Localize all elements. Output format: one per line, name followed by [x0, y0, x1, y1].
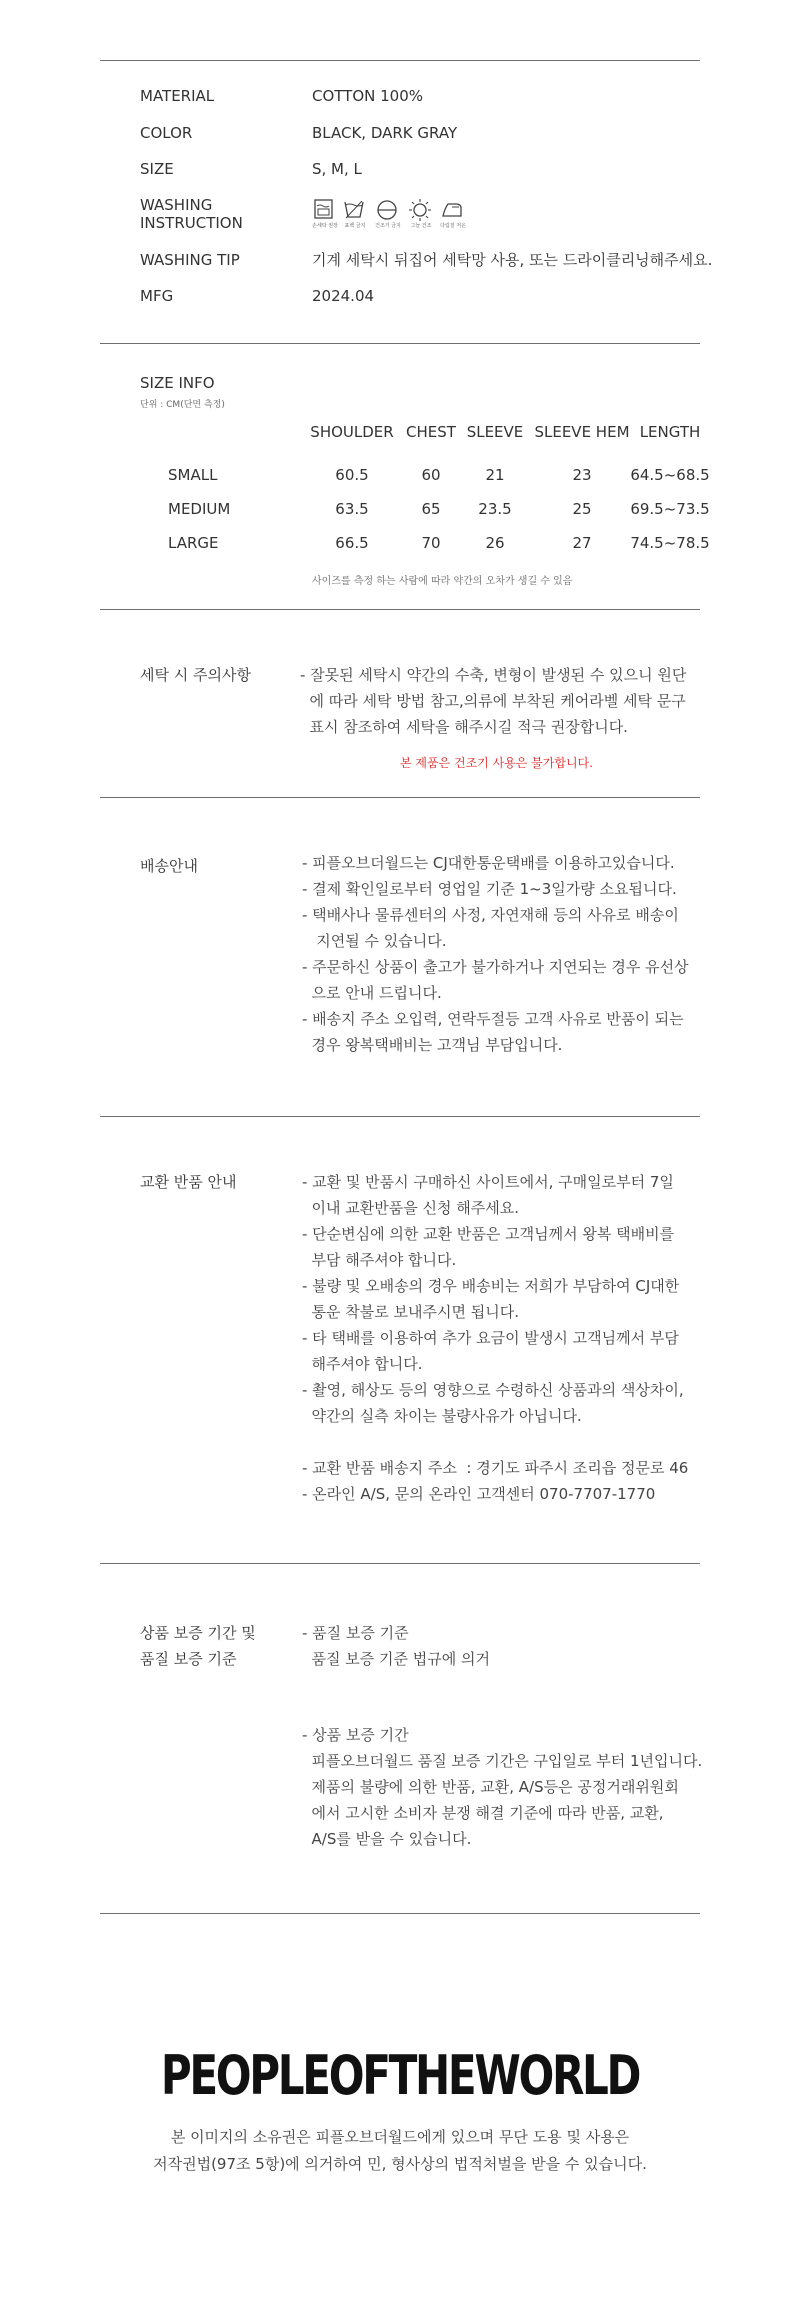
size-cell: 69.5~73.5 [630, 500, 710, 518]
shipping-line: - 배송지 주소 오입력, 연락두절등 고객 사유로 반품이 되는 [302, 1010, 684, 1028]
no-tumble-dry-icon [375, 198, 401, 232]
shipping-title: 배송안내 [140, 857, 198, 875]
exchange-line: 통운 착불로 보내주시면 됩니다. [302, 1303, 519, 1321]
col-header-sleeve-hem: SLEEVE HEM [534, 423, 630, 441]
size-cell: 27 [572, 534, 592, 552]
washing-tip-value: 기계 세탁시 뒤집어 세탁망 사용, 또는 드라이클리닝해주세요. [312, 251, 713, 269]
shipping-line: - 주문하신 상품이 출고가 불가하거나 지연되는 경우 유선상 [302, 958, 689, 976]
no-tumble-dry-caption: 건조기 금지 [375, 223, 401, 229]
warranty-title-line2: 품질 보증 기준 [140, 1650, 237, 1668]
col-header-chest: CHEST [406, 423, 456, 441]
exchange-line: 약간의 실측 차이는 불량사유가 아닙니다. [302, 1407, 582, 1425]
top-divider [100, 60, 700, 61]
divider-after-exchange [100, 1563, 700, 1564]
material-label: MATERIAL [140, 87, 215, 105]
divider-after-washing [100, 797, 700, 798]
size-cell: 23 [572, 466, 592, 484]
exchange-title: 교환 반품 안내 [140, 1173, 237, 1191]
warranty-line: 에서 고시한 소비자 분쟁 해결 기준에 따라 반품, 교환, [302, 1804, 664, 1822]
exchange-line: - 단순변심에 의한 교환 반품은 고객님께서 왕복 택배비를 [302, 1225, 675, 1243]
exchange-line: - 불량 및 오배송의 경우 배송비는 저희가 부담하여 CJ대한 [302, 1277, 680, 1295]
divider-after-warranty [100, 1913, 700, 1914]
shipping-line: 경우 왕복택배비는 고객님 부담입니다. [302, 1036, 563, 1054]
size-info-title: SIZE INFO [140, 374, 215, 392]
size-cell: 23.5 [478, 500, 512, 518]
washing-notice-line: 표시 참조하여 세탁을 해주시길 적극 권장합니다. [300, 718, 628, 736]
size-cell: 25 [572, 500, 592, 518]
no-bleach-caption: 표백 금지 [344, 223, 366, 229]
size-cell: 60.5 [335, 466, 369, 484]
copyright-line2: 저작권법(97조 5항)에 의거하여 민, 형사상의 법적처벌을 받을 수 있습니다. [153, 2155, 647, 2173]
divider-after-shipping [100, 1116, 700, 1117]
size-value: S, M, L [312, 160, 362, 178]
washing-label-line1: WASHING [140, 196, 213, 214]
warranty-line: - 품질 보증 기준 [302, 1624, 409, 1642]
exchange-line: - 타 택배를 이용하여 추가 요금이 발생시 고객님께서 부담 [302, 1329, 679, 1347]
shade-dry-icon [408, 198, 434, 232]
warranty-title-line1: 상품 보증 기간 및 [140, 1624, 256, 1642]
warranty-line: 피플오브더월드 품질 보증 기간은 구입일로 부터 1년입니다. [302, 1752, 703, 1770]
washing-notice-title: 세탁 시 주의사항 [140, 666, 251, 684]
size-row-small-label: SMALL [168, 466, 218, 484]
mfg-value: 2024.04 [312, 287, 375, 305]
shade-dry-caption: 그늘 건조 [410, 223, 432, 229]
size-cell: 21 [485, 466, 505, 484]
exchange-line: 이내 교환반품을 신청 해주세요. [302, 1199, 519, 1217]
size-measurement-note: 사이즈를 측정 하는 사람에 따라 약간의 오차가 생길 수 있음 [312, 576, 573, 587]
size-cell: 65 [421, 500, 441, 518]
copyright-line1: 본 이미지의 소유권은 피플오브더월드에게 있으며 무단 도용 및 사용은 [170, 2128, 630, 2146]
size-cell: 63.5 [335, 500, 369, 518]
size-row-medium-label: MEDIUM [168, 500, 231, 518]
no-bleach-icon [342, 198, 368, 232]
shipping-line: - 결제 확인일로부터 영업일 기준 1~3일가량 소요됩니다. [302, 880, 677, 898]
washing-notice-line: - 잘못된 세탁시 약간의 수축, 변형이 발생된 수 있으니 원단 [300, 666, 687, 684]
size-cell: 26 [485, 534, 505, 552]
size-cell: 60 [421, 466, 441, 484]
col-header-sleeve: SLEEVE [466, 423, 524, 441]
divider-after-size [100, 609, 700, 610]
hand-wash-icon [312, 198, 338, 232]
shipping-line: 지연될 수 있습니다. [302, 932, 447, 950]
size-cell: 64.5~68.5 [630, 466, 710, 484]
exchange-line: 해주셔야 합니다. [302, 1355, 423, 1373]
low-iron-icon [440, 198, 466, 232]
shipping-line: - 피플오브더월드는 CJ대한통운택배를 이용하고있습니다. [302, 854, 675, 872]
size-label: SIZE [140, 160, 174, 178]
divider-after-specs [100, 343, 700, 344]
warranty-line: - 상품 보증 기간 [302, 1726, 409, 1744]
low-iron-caption: 다림질 저온 [440, 223, 466, 229]
shipping-line: - 택배사나 물류센터의 사정, 자연재해 등의 사유로 배송이 [302, 906, 679, 924]
washing-notice-line: 에 따라 세탁 방법 참고,의류에 부착된 케어라벨 세탁 문구 [300, 692, 686, 710]
warranty-line: A/S를 받을 수 있습니다. [302, 1830, 472, 1848]
washing-tip-label: WASHING TIP [140, 251, 240, 269]
exchange-line: - 교환 및 반품시 구매하신 사이트에서, 구매일로부터 7일 [302, 1173, 674, 1191]
material-value: COTTON 100% [312, 87, 424, 105]
col-header-length: LENGTH [639, 423, 701, 441]
mfg-label: MFG [140, 287, 174, 305]
dryer-warning: 본 제품은 건조기 사용은 불가합니다. [400, 756, 593, 770]
size-cell: 74.5~78.5 [630, 534, 710, 552]
hand-wash-caption: 손세탁 권장 [312, 223, 338, 229]
color-value: BLACK, DARK GRAY [312, 124, 458, 142]
brand-logo: PEOPLEOFTHEWORLD [160, 2044, 640, 2107]
size-unit-note: 단위 : CM(단면 측정) [140, 400, 225, 410]
col-header-shoulder: SHOULDER [310, 423, 394, 441]
size-cell: 70 [421, 534, 441, 552]
shipping-line: 으로 안내 드립니다. [302, 984, 442, 1002]
exchange-line: - 촬영, 해상도 등의 영향으로 수령하신 상품과의 색상차이, [302, 1381, 684, 1399]
size-row-large-label: LARGE [168, 534, 219, 552]
color-label: COLOR [140, 124, 193, 142]
warranty-line: 품질 보증 기준 법규에 의거 [302, 1650, 490, 1668]
exchange-line: 부담 해주셔야 합니다. [302, 1251, 457, 1269]
exchange-address: - 교환 반품 배송지 주소 : 경기도 파주시 조리읍 정문로 46 [302, 1459, 689, 1477]
washing-label-line2: INSTRUCTION [140, 214, 243, 232]
warranty-line: 제품의 불량에 의한 반품, 교환, A/S등은 공정거래위원회 [302, 1778, 679, 1796]
size-cell: 66.5 [335, 534, 369, 552]
exchange-contact: - 온라인 A/S, 문의 온라인 고객센터 070-7707-1770 [302, 1485, 656, 1503]
